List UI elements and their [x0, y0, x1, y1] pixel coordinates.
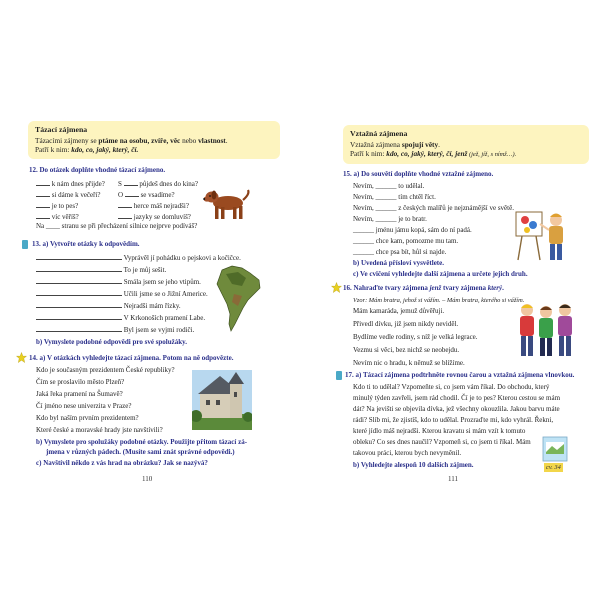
info-box-line: Patří k nim: kdo, co, jaký, který, čí. [35, 145, 139, 155]
star-icon [331, 282, 342, 293]
paragraph-line: Kdo ti to udělal? Vzpomeňte si, co jsem vám říkal. Do obchodu, který [353, 383, 550, 391]
painter-illustration [512, 208, 570, 262]
exercise-16-title: 16. Nahraďte tvary zájmena jenž tvary zájmena který. [343, 284, 504, 292]
sentence-line: ______ chce kam, pomozme mu tam. [353, 237, 459, 245]
question-line: Kdo byl naším prvním prezidentem? [36, 414, 139, 422]
exercise-13-b: b) Vymyslete podobné odpovědi pro své spolužáky. [36, 338, 187, 346]
castle-photo [192, 370, 252, 430]
question-line: Čí jméno nese univerzita v Praze? [36, 402, 132, 410]
exercise-16-example: Vzor: Mám bratra, jehož si vážím. – Mám bratra, kterého si vážím. [353, 297, 525, 304]
south-america-map [212, 264, 264, 334]
paragraph-line: minulý týden zavřeli, jsem rád chodil. Čí je to pes? Kterou cestou se mám [353, 394, 561, 402]
ex12-row: k nám dnes přijde? [36, 178, 105, 189]
question-line: Kdo je současným prezidentem České republiky? [36, 366, 175, 374]
question-line: Které české a moravské hrady jste navštívili? [36, 426, 163, 434]
paragraph-line: obleku? Co ses dnes naučil? Vzpomeň si, co jsem ti říkal. Mám [353, 438, 531, 446]
sentence-line: Mám kamaráda, jemuž důvěřuji. [353, 307, 445, 315]
exercise-reference: cv. 34 [546, 464, 561, 471]
ex12-row: je to pes? [36, 200, 78, 211]
exercise-14-b-cont: jmena v různých pádech. (Musíte sami znát správné odpovědi.) [46, 448, 235, 456]
info-box-relative [343, 125, 589, 164]
exercise-14-c: c) Navštívil někdo z vás hrad na obrázku? Jak se nazývá? [36, 459, 208, 467]
info-box-title: Vztažná zájmena [350, 129, 408, 138]
answer-line: Nejradši mám řízky. [36, 300, 181, 311]
sentence-line: ______ jménu jámu kopá, sám do ní padá. [353, 226, 472, 234]
sentence-line: Nevím, ______ z českých malířů je nejznámější ve světě. [353, 204, 514, 212]
answer-line: Smála jsem se jeho vtipům. [36, 276, 201, 287]
workbook-icon [22, 240, 28, 249]
answer-line: Vyprávěl jí pohádku o pejskovi a kočičce. [36, 252, 241, 263]
answer-line: To je můj sešit. [36, 264, 166, 275]
star-icon [16, 352, 27, 363]
answer-line: Učili jsme se o Jižní Americe. [36, 288, 208, 299]
children-illustration [515, 300, 577, 360]
sentence-line: Vezmu si věci, bez nichž se neobejdu. [353, 346, 460, 354]
info-box-line: Vztažná zájmena spojují věty. [350, 139, 440, 149]
right-page [300, 0, 600, 600]
ex12-row: jazyky se domluvíš? [118, 211, 191, 222]
info-box-title: Tázací zájmena [35, 125, 88, 134]
info-box-line: Patří k nim: kdo, co, jaký, který, čí, jenž (jež, jíž, s nímž…). [350, 149, 517, 159]
ex12-row: S půjdeš dnes do kina? [118, 180, 198, 188]
paragraph-line: rádi? Slíb mi, že zjistíš, kdo to udělal. Prozraďte mi, kdo vyhrál. Řekni, [353, 416, 554, 424]
ex12-row: si dáme k večeři? [36, 189, 101, 200]
sentence-line: Nevím nic o hradu, k němuž se blížíme. [353, 359, 465, 367]
paragraph-line: takovou práci, kterou bych nevyměnil. [353, 449, 462, 457]
exercise-13-title: 13. a) Vytvořte otázky k odpovědím. [32, 240, 140, 248]
ex12-row: O se vsadíme? [118, 191, 175, 199]
page-number: 111 [448, 475, 458, 483]
exercise-17-b: b) Vyhledejte alespoň 10 dalších zájmen. [353, 461, 474, 469]
workbook-thumbnail [542, 436, 568, 462]
page-number: 110 [142, 475, 153, 483]
sentence-line: Nevím, ______ je to bratr. [353, 215, 427, 223]
answer-line: V Krkonoších pramení Labe. [36, 312, 205, 323]
exercise-15-title: 15. a) Do souvětí doplňte vhodné vztažné zájmeno. [343, 170, 494, 178]
sentence-line: ______ chce psa bít, hůl si najde. [353, 248, 447, 256]
info-box-line: Tázacími zájmeny se ptáme na osobu, zvíře, věc nebo vlastnost. [35, 135, 228, 145]
exercise-12-title: 12. Do otázek doplňte vhodné tázací zájmeno. [29, 166, 166, 174]
exercise-15-c: c) Ve cvičení vyhledejte další zájmena a určete jejich druh. [353, 270, 528, 278]
ex12-row: víc věříš? [36, 211, 79, 222]
sentence-line: Bydlíme vedle rodiny, s níž je velká legrace. [353, 333, 478, 341]
dog-illustration [200, 186, 252, 224]
question-line: Jaká řeka pramení na Šumavě? [36, 390, 123, 398]
workbook-icon [336, 371, 342, 380]
exercise-17-title: 17. a) Tázací zájmena podtrhněte rovnou čarou a vztažná zájmena vlnovkou. [345, 371, 575, 379]
ex12-last: Na ____ stranu se při přecházení silnice nejprve podíváš? [36, 222, 198, 230]
sentence-line: Nevím, ______ tím chtěl říct. [353, 193, 436, 201]
exercise-15-b: b) Uvedená přísloví vysvětlete. [353, 259, 444, 267]
paragraph-line: které jídlo máš nejradši. Kterou kravatu si mám vzít k tomuto [353, 427, 526, 435]
sentence-line: Přivedl dívku, již jsem nikdy neviděl. [353, 320, 459, 328]
exercise-14-b: b) Vymyslete pro spolužáky podobné otázky. Použijte přitom tázací zá- [36, 438, 248, 446]
answer-line: Byl jsem se vyjmi rodiči. [36, 324, 194, 335]
paragraph-line: dát? Na jevišti se objevila dívka, jež všechny okouzlila. Jakou barvu máte [353, 405, 560, 413]
ex12-row: herce máš nejradši? [118, 200, 189, 211]
question-line: Čím se proslavilo město Plzeň? [36, 378, 125, 386]
info-box-interrogative [28, 121, 280, 159]
exercise-14-title: 14. a) V otázkách vyhledejte tázací zájmena. Potom na ně odpovězte. [29, 354, 234, 362]
sentence-line: Nevím, ______ to udělal. [353, 182, 425, 190]
